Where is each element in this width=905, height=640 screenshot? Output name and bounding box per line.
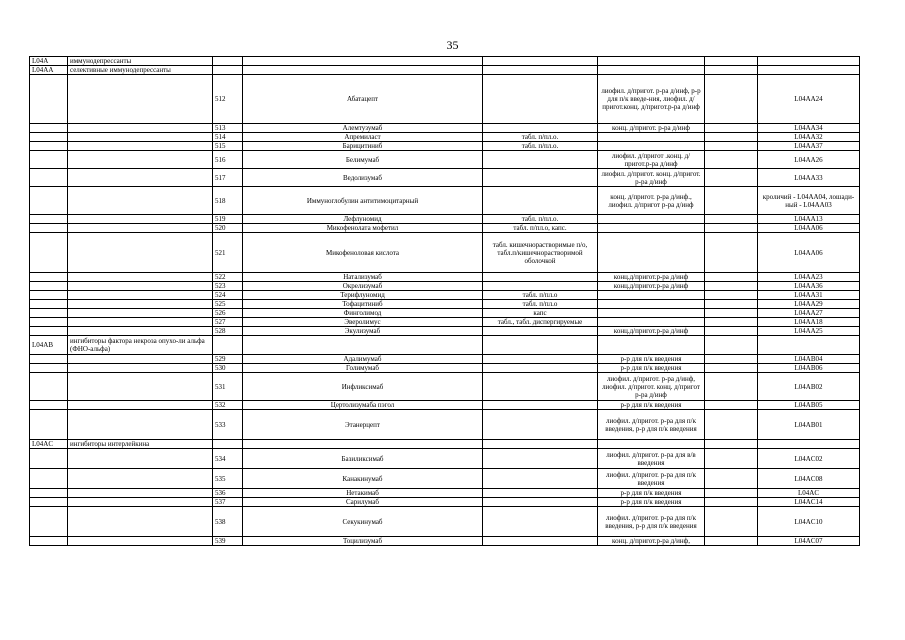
- table-row: [30, 133, 860, 142]
- drug-name-cell: Базиликсимаб: [243, 449, 483, 469]
- atc-group-code-cell: L04A: [30, 57, 68, 66]
- dosage-form-cell: [483, 151, 598, 169]
- dosage-form-inj-cell: р-р для п/к введения: [598, 401, 705, 410]
- atc-group-code-cell: [30, 187, 68, 215]
- dosage-form-cell: [483, 187, 598, 215]
- dosage-form-inj-cell: лиофил. д/пригот. р-ра д/инф, р-р для п/к введе-ния, лиофил. д/пригот.конц. д/пригот.р-ра д/инф: [598, 75, 705, 124]
- drug-name-cell: Апремиласт: [243, 133, 483, 142]
- atc-code-cell: L04AC07: [758, 537, 860, 546]
- item-number-cell: 522: [213, 273, 243, 282]
- atc-code-cell: L04AB05: [758, 401, 860, 410]
- table-row: [30, 124, 860, 133]
- atc-group-code-cell: [30, 401, 68, 410]
- atc-group-code-cell: L04AC: [30, 440, 68, 449]
- atc-group-code-cell: [30, 75, 68, 124]
- atc-code-cell: L04AB02: [758, 373, 860, 401]
- group-name-cell: [68, 364, 213, 373]
- dosage-form-cell: [483, 401, 598, 410]
- dosage-form-cell: [483, 507, 598, 537]
- atc-group-code-cell: L04AA: [30, 66, 68, 75]
- atc-group-code-cell: [30, 300, 68, 309]
- group-name-cell: [68, 469, 213, 489]
- table-row: [30, 410, 860, 440]
- drug-name-cell: Цертолизумаба пэгол: [243, 401, 483, 410]
- group-name-cell: [68, 282, 213, 291]
- blank-cell: [705, 449, 758, 469]
- dosage-form-cell: табл. п/пл.о: [483, 291, 598, 300]
- atc-code-cell: L04AB04: [758, 355, 860, 364]
- drug-name-cell: Окрелизумаб: [243, 282, 483, 291]
- blank-cell: [705, 364, 758, 373]
- drug-name-cell: [243, 336, 483, 355]
- group-name-cell: иммунодепрессанты: [68, 57, 213, 66]
- dosage-form-inj-cell: лиофил. д/пригот .конц. д/пригот.р-ра д/инф: [598, 151, 705, 169]
- dosage-form-inj-cell: р-р для п/к введения: [598, 364, 705, 373]
- blank-cell: [705, 469, 758, 489]
- blank-cell: [705, 169, 758, 187]
- dosage-form-inj-cell: [598, 440, 705, 449]
- drug-name-cell: Лефлуномид: [243, 215, 483, 224]
- drug-name-cell: Иммуноглобулин антитимоцитарный: [243, 187, 483, 215]
- dosage-form-cell: табл., табл. диспергируемые: [483, 318, 598, 327]
- dosage-form-inj-cell: конц.д/пригот.р-ра д/инф: [598, 273, 705, 282]
- item-number-cell: 532: [213, 401, 243, 410]
- blank-cell: [705, 124, 758, 133]
- dosage-form-cell: [483, 327, 598, 336]
- blank-cell: [705, 66, 758, 75]
- item-number-cell: 515: [213, 142, 243, 151]
- dosage-form-cell: [483, 169, 598, 187]
- blank-cell: [705, 133, 758, 142]
- dosage-form-cell: табл. кишечнорастворимые п/о, табл.п/кишечнорастворимой оболочкой: [483, 233, 598, 273]
- atc-code-cell: L04AA06: [758, 233, 860, 273]
- blank-cell: [705, 318, 758, 327]
- group-name-cell: [68, 169, 213, 187]
- dosage-form-inj-cell: [598, 300, 705, 309]
- table-row: [30, 469, 860, 489]
- dosage-form-cell: [483, 489, 598, 498]
- group-name-cell: [68, 309, 213, 318]
- atc-group-code-cell: [30, 449, 68, 469]
- drug-name-cell: Голимумаб: [243, 364, 483, 373]
- atc-code-cell: кроличий - L04AA04, лошади-ный - L04AA03: [758, 187, 860, 215]
- dosage-form-cell: [483, 273, 598, 282]
- atc-code-cell: L04AA13: [758, 215, 860, 224]
- dosage-form-inj-cell: [598, 215, 705, 224]
- table-row: [30, 142, 860, 151]
- table-row: [30, 151, 860, 169]
- blank-cell: [705, 215, 758, 224]
- blank-cell: [705, 309, 758, 318]
- dosage-form-cell: [483, 498, 598, 507]
- table-row: [30, 224, 860, 233]
- dosage-form-inj-cell: лиофил. д/пригот. р-ра для п/к введения: [598, 469, 705, 489]
- group-row: [30, 440, 860, 449]
- atc-group-code-cell: [30, 273, 68, 282]
- item-number-cell: 518: [213, 187, 243, 215]
- table-row: [30, 498, 860, 507]
- item-number-cell: 514: [213, 133, 243, 142]
- group-name-cell: [68, 507, 213, 537]
- dosage-form-inj-cell: лиофил. д/пригот. конц. д/пригот. р-ра д/инф: [598, 169, 705, 187]
- item-number-cell: 531: [213, 373, 243, 401]
- dosage-form-inj-cell: р-р для п/к введения: [598, 498, 705, 507]
- dosage-form-cell: [483, 355, 598, 364]
- drug-name-cell: Терифлуномид: [243, 291, 483, 300]
- item-number-cell: [213, 440, 243, 449]
- dosage-form-cell: табл. п/пл.о: [483, 300, 598, 309]
- dosage-form-inj-cell: лиофил. д/пригот. р-ра для п/к введения, р-р для п/к введения: [598, 507, 705, 537]
- drug-name-cell: [243, 57, 483, 66]
- dosage-form-cell: [483, 449, 598, 469]
- group-row: [30, 336, 860, 355]
- atc-group-code-cell: [30, 489, 68, 498]
- atc-group-code-cell: [30, 498, 68, 507]
- item-number-cell: 534: [213, 449, 243, 469]
- group-name-cell: [68, 215, 213, 224]
- atc-group-code-cell: [30, 224, 68, 233]
- drug-name-cell: Инфликсимаб: [243, 373, 483, 401]
- dosage-form-inj-cell: [598, 224, 705, 233]
- atc-group-code-cell: [30, 373, 68, 401]
- drug-list-table: [29, 56, 860, 546]
- group-name-cell: [68, 142, 213, 151]
- dosage-form-inj-cell: конц. д/пригот.р-ра д/инф,: [598, 537, 705, 546]
- drug-name-cell: Канакинумаб: [243, 469, 483, 489]
- atc-code-cell: [758, 66, 860, 75]
- atc-code-cell: L04AA24: [758, 75, 860, 124]
- drug-name-cell: [243, 66, 483, 75]
- table-row: [30, 355, 860, 364]
- group-name-cell: [68, 233, 213, 273]
- dosage-form-inj-cell: [598, 336, 705, 355]
- group-name-cell: [68, 75, 213, 124]
- atc-code-cell: L04AA29: [758, 300, 860, 309]
- blank-cell: [705, 187, 758, 215]
- dosage-form-cell: табл. п/пл.о.: [483, 215, 598, 224]
- atc-group-code-cell: L04AB: [30, 336, 68, 355]
- dosage-form-cell: [483, 336, 598, 355]
- atc-group-code-cell: [30, 169, 68, 187]
- drug-name-cell: Секукинумаб: [243, 507, 483, 537]
- dosage-form-inj-cell: [598, 66, 705, 75]
- blank-cell: [705, 233, 758, 273]
- group-name-cell: [68, 373, 213, 401]
- item-number-cell: 537: [213, 498, 243, 507]
- table-row: [30, 449, 860, 469]
- atc-group-code-cell: [30, 151, 68, 169]
- item-number-cell: 527: [213, 318, 243, 327]
- dosage-form-cell: [483, 282, 598, 291]
- dosage-form-cell: капс: [483, 309, 598, 318]
- group-name-cell: [68, 410, 213, 440]
- group-row: [30, 66, 860, 75]
- blank-cell: [705, 507, 758, 537]
- item-number-cell: 524: [213, 291, 243, 300]
- item-number-cell: [213, 66, 243, 75]
- group-name-cell: [68, 449, 213, 469]
- item-number-cell: 525: [213, 300, 243, 309]
- item-number-cell: 533: [213, 410, 243, 440]
- dosage-form-cell: [483, 75, 598, 124]
- atc-code-cell: L04AA34: [758, 124, 860, 133]
- item-number-cell: 523: [213, 282, 243, 291]
- drug-name-cell: Сарилумаб: [243, 498, 483, 507]
- atc-code-cell: L04AA37: [758, 142, 860, 151]
- dosage-form-inj-cell: конц. д/пригот. р-ра д/инф: [598, 124, 705, 133]
- atc-group-code-cell: [30, 507, 68, 537]
- dosage-form-inj-cell: конц.д/пригот.р-ра д/инф: [598, 282, 705, 291]
- dosage-form-inj-cell: р-р для п/к введения: [598, 489, 705, 498]
- atc-code-cell: L04AA25: [758, 327, 860, 336]
- blank-cell: [705, 300, 758, 309]
- atc-group-code-cell: [30, 364, 68, 373]
- drug-name-cell: Микофенолата мофетил: [243, 224, 483, 233]
- dosage-form-inj-cell: лиофил. д/пригот. р-ра д/инф, лиофил. д/пригот. конц. д/пригот р-ра д/инф: [598, 373, 705, 401]
- dosage-form-inj-cell: [598, 133, 705, 142]
- blank-cell: [705, 336, 758, 355]
- atc-group-code-cell: [30, 133, 68, 142]
- dosage-form-cell: табл. п/пл.о.: [483, 133, 598, 142]
- group-name-cell: [68, 318, 213, 327]
- atc-code-cell: L04AC: [758, 489, 860, 498]
- atc-group-code-cell: [30, 215, 68, 224]
- atc-code-cell: L04AA23: [758, 273, 860, 282]
- dosage-form-inj-cell: конц.д/пригот.р-ра д/инф: [598, 327, 705, 336]
- atc-code-cell: L04AC10: [758, 507, 860, 537]
- item-number-cell: 526: [213, 309, 243, 318]
- drug-name-cell: Нетакимаб: [243, 489, 483, 498]
- dosage-form-cell: [483, 66, 598, 75]
- atc-group-code-cell: [30, 469, 68, 489]
- table-row: [30, 291, 860, 300]
- group-name-cell: [68, 133, 213, 142]
- table-row: [30, 489, 860, 498]
- item-number-cell: 520: [213, 224, 243, 233]
- group-name-cell: [68, 151, 213, 169]
- item-number-cell: [213, 336, 243, 355]
- group-name-cell: ингибиторы фактора некроза опухо-ли альфа (ФНО-альфа): [68, 336, 213, 355]
- drug-name-cell: Алемтузумаб: [243, 124, 483, 133]
- item-number-cell: 521: [213, 233, 243, 273]
- blank-cell: [705, 282, 758, 291]
- table-row: [30, 401, 860, 410]
- atc-code-cell: L04AA18: [758, 318, 860, 327]
- dosage-form-inj-cell: [598, 57, 705, 66]
- item-number-cell: [213, 57, 243, 66]
- blank-cell: [705, 410, 758, 440]
- group-name-cell: [68, 489, 213, 498]
- dosage-form-cell: [483, 57, 598, 66]
- dosage-form-inj-cell: [598, 309, 705, 318]
- item-number-cell: 528: [213, 327, 243, 336]
- atc-group-code-cell: [30, 537, 68, 546]
- group-name-cell: [68, 273, 213, 282]
- atc-code-cell: L04AA36: [758, 282, 860, 291]
- atc-code-cell: L04AC14: [758, 498, 860, 507]
- table-row: [30, 282, 860, 291]
- blank-cell: [705, 440, 758, 449]
- drug-name-cell: Ведолизумаб: [243, 169, 483, 187]
- atc-code-cell: [758, 57, 860, 66]
- atc-code-cell: L04AA31: [758, 291, 860, 300]
- blank-cell: [705, 498, 758, 507]
- item-number-cell: 512: [213, 75, 243, 124]
- blank-cell: [705, 291, 758, 300]
- blank-cell: [705, 151, 758, 169]
- blank-cell: [705, 142, 758, 151]
- group-name-cell: [68, 300, 213, 309]
- group-name-cell: [68, 124, 213, 133]
- group-name-cell: [68, 187, 213, 215]
- group-name-cell: ингибиторы интерлейкина: [68, 440, 213, 449]
- group-name-cell: [68, 291, 213, 300]
- drug-name-cell: [243, 440, 483, 449]
- atc-code-cell: L04AA33: [758, 169, 860, 187]
- blank-cell: [705, 373, 758, 401]
- drug-name-cell: Белимумаб: [243, 151, 483, 169]
- group-name-cell: селективные иммунодепрессанты: [68, 66, 213, 75]
- item-number-cell: 529: [213, 355, 243, 364]
- atc-group-code-cell: [30, 309, 68, 318]
- drug-name-cell: Эверолимус: [243, 318, 483, 327]
- atc-code-cell: L04AC02: [758, 449, 860, 469]
- item-number-cell: 517: [213, 169, 243, 187]
- blank-cell: [705, 224, 758, 233]
- group-row: [30, 57, 860, 66]
- atc-code-cell: L04AB06: [758, 364, 860, 373]
- item-number-cell: 538: [213, 507, 243, 537]
- atc-group-code-cell: [30, 233, 68, 273]
- group-name-cell: [68, 327, 213, 336]
- atc-group-code-cell: [30, 282, 68, 291]
- group-name-cell: [68, 355, 213, 364]
- group-name-cell: [68, 537, 213, 546]
- drug-name-cell: Барицитиниб: [243, 142, 483, 151]
- table-row: [30, 318, 860, 327]
- blank-cell: [705, 273, 758, 282]
- group-name-cell: [68, 498, 213, 507]
- dosage-form-cell: [483, 537, 598, 546]
- table-row: [30, 233, 860, 273]
- drug-name-cell: Абатацепт: [243, 75, 483, 124]
- group-name-cell: [68, 401, 213, 410]
- atc-group-code-cell: [30, 410, 68, 440]
- dosage-form-cell: [483, 410, 598, 440]
- atc-group-code-cell: [30, 318, 68, 327]
- blank-cell: [705, 75, 758, 124]
- blank-cell: [705, 537, 758, 546]
- drug-name-cell: Экулизумаб: [243, 327, 483, 336]
- item-number-cell: 530: [213, 364, 243, 373]
- dosage-form-inj-cell: конц. д/пригот. р-ра д/инф., лиофил. д/пригот р-ра д/инф: [598, 187, 705, 215]
- atc-code-cell: L04AB01: [758, 410, 860, 440]
- group-name-cell: [68, 224, 213, 233]
- dosage-form-cell: [483, 124, 598, 133]
- table-row: [30, 373, 860, 401]
- atc-group-code-cell: [30, 142, 68, 151]
- item-number-cell: 513: [213, 124, 243, 133]
- dosage-form-inj-cell: [598, 291, 705, 300]
- atc-code-cell: L04AA32: [758, 133, 860, 142]
- blank-cell: [705, 57, 758, 66]
- table-row: [30, 300, 860, 309]
- drug-name-cell: Тофацитиниб: [243, 300, 483, 309]
- dosage-form-inj-cell: лиофил. д/пригот. р-ра для п/к введения, р-р для п/к введения: [598, 410, 705, 440]
- dosage-form-inj-cell: [598, 142, 705, 151]
- atc-code-cell: L04AA26: [758, 151, 860, 169]
- dosage-form-cell: табл. п/пл.о.: [483, 142, 598, 151]
- atc-group-code-cell: [30, 327, 68, 336]
- dosage-form-inj-cell: р-р для п/к введения: [598, 355, 705, 364]
- atc-code-cell: [758, 336, 860, 355]
- drug-name-cell: Этанерцепт: [243, 410, 483, 440]
- atc-group-code-cell: [30, 355, 68, 364]
- drug-name-cell: Микофеноловая кислота: [243, 233, 483, 273]
- drug-name-cell: Натализумаб: [243, 273, 483, 282]
- blank-cell: [705, 401, 758, 410]
- item-number-cell: 535: [213, 469, 243, 489]
- atc-group-code-cell: [30, 124, 68, 133]
- blank-cell: [705, 327, 758, 336]
- table-row: [30, 215, 860, 224]
- atc-code-cell: L04AC08: [758, 469, 860, 489]
- atc-group-code-cell: [30, 291, 68, 300]
- table-row: [30, 75, 860, 124]
- dosage-form-inj-cell: лиофил. д/пригот. р-ра для в/в введения: [598, 449, 705, 469]
- item-number-cell: 519: [213, 215, 243, 224]
- drug-name-cell: Тоцилизумаб: [243, 537, 483, 546]
- table-row: [30, 327, 860, 336]
- table-row: [30, 309, 860, 318]
- dosage-form-inj-cell: [598, 318, 705, 327]
- atc-code-cell: L04AA27: [758, 309, 860, 318]
- table-row: [30, 169, 860, 187]
- page-number: 35: [446, 38, 459, 52]
- drug-name-cell: Финголимод: [243, 309, 483, 318]
- dosage-form-cell: [483, 469, 598, 489]
- table-row: [30, 537, 860, 546]
- item-number-cell: 536: [213, 489, 243, 498]
- item-number-cell: 539: [213, 537, 243, 546]
- dosage-form-cell: [483, 440, 598, 449]
- atc-code-cell: [758, 440, 860, 449]
- drug-name-cell: Адалимумаб: [243, 355, 483, 364]
- item-number-cell: 516: [213, 151, 243, 169]
- table-row: [30, 273, 860, 282]
- dosage-form-cell: [483, 373, 598, 401]
- dosage-form-inj-cell: [598, 233, 705, 273]
- dosage-form-cell: табл. п/пл.о, капс.: [483, 224, 598, 233]
- dosage-form-cell: [483, 364, 598, 373]
- atc-code-cell: L04AA06: [758, 224, 860, 233]
- table-row: [30, 364, 860, 373]
- table-body: [30, 57, 860, 546]
- blank-cell: [705, 489, 758, 498]
- table-row: [30, 507, 860, 537]
- blank-cell: [705, 355, 758, 364]
- table-row: [30, 187, 860, 215]
